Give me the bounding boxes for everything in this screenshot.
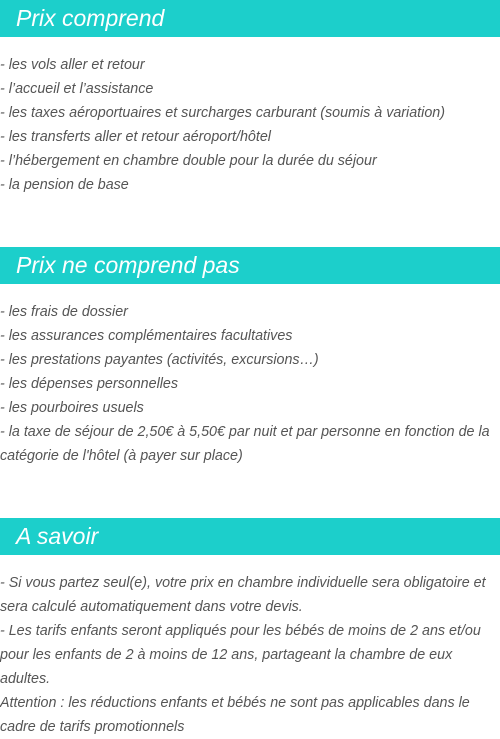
section-title: A savoir [16, 523, 99, 549]
list-item: - la taxe de séjour de 2,50€ à 5,50€ par nuit et par personne en fonction de la catégorie de l'hôtel (à payer sur place) [0, 424, 490, 464]
list-item: - Si vous partez seul(e), votre prix en chambre individuelle sera obligatoire et sera calculé automatiquement dans votre devis. [0, 575, 486, 615]
section-title: Prix comprend [16, 5, 165, 31]
section-title: Prix ne comprend pas [16, 252, 240, 278]
section-header-prix-ne-comprend-pas [0, 247, 500, 284]
list-item: - les prestations payantes (activités, excursions…) [0, 352, 319, 368]
list-item: - les pourboires usuels [0, 400, 144, 416]
list-item: - l’hébergement en chambre double pour la durée du séjour [0, 153, 377, 169]
section-header-prix-comprend [0, 0, 500, 37]
section-body-a-savoir [0, 571, 500, 739]
section-body-prix-ne-comprend-pas [0, 300, 500, 468]
list-item: - l’accueil et l’assistance [0, 81, 154, 97]
list-item: - les frais de dossier [0, 304, 128, 320]
list-item: - les transferts aller et retour aéroport/hôtel [0, 129, 271, 145]
section-body-prix-comprend [0, 53, 500, 197]
list-item: - les taxes aéroportuaires et surcharges carburant (soumis à variation) [0, 105, 445, 121]
list-item: - la pension de base [0, 177, 129, 193]
list-item: - les vols aller et retour [0, 57, 145, 73]
list-item: - Les tarifs enfants seront appliqués pour les bébés de moins de 2 ans et/ou pour les enfants de 2 à moins de 12 ans, partageant la chambre de eux adultes. [0, 623, 481, 687]
list-item: Attention : les réductions enfants et bébés ne sont pas applicables dans le cadre de tarifs promotionnels [0, 695, 470, 735]
section-header-a-savoir [0, 518, 500, 555]
list-item: - les dépenses personnelles [0, 376, 179, 392]
list-item: - les assurances complémentaires facultatives [0, 328, 293, 344]
